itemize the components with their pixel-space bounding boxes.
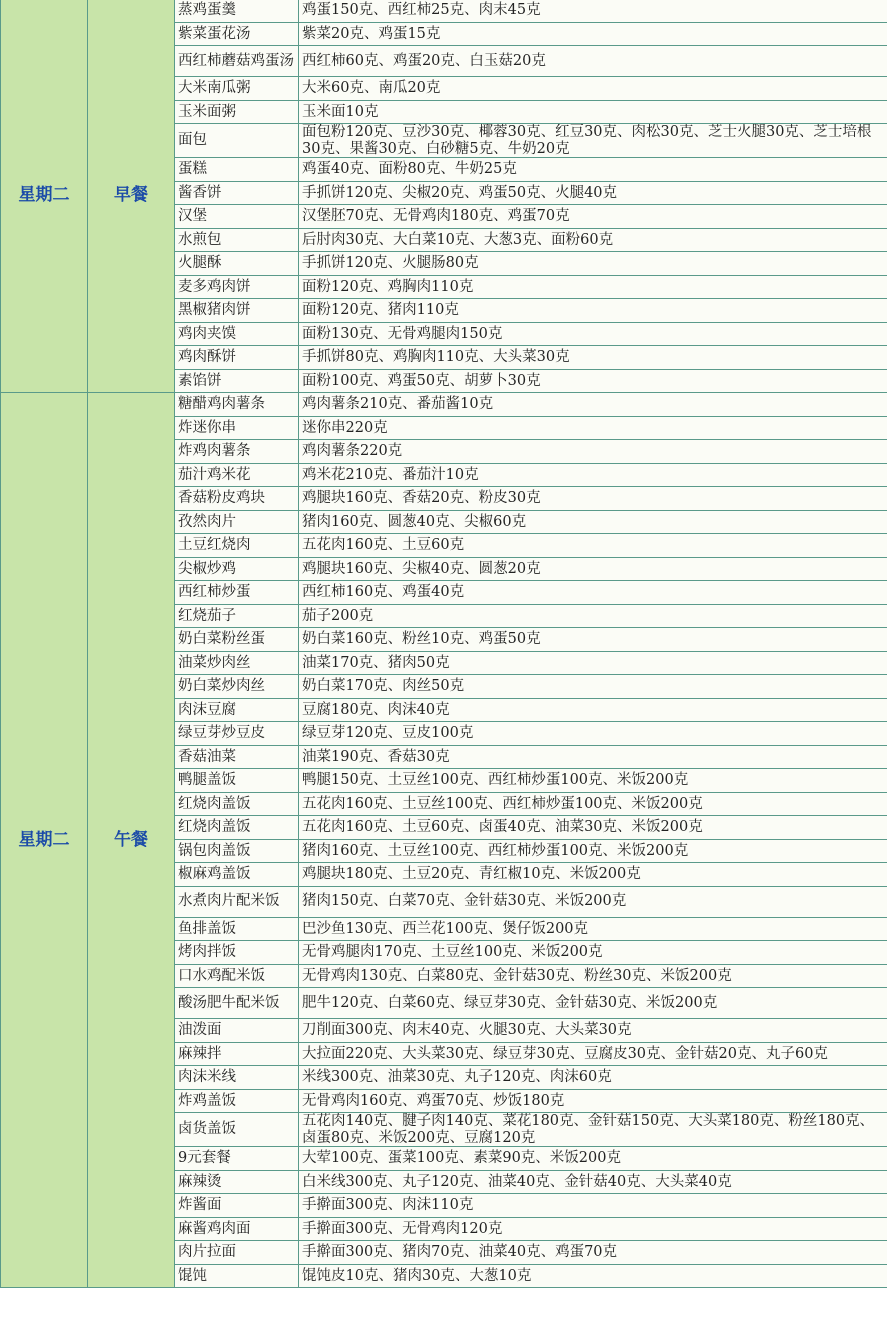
dish-ingredients: 玉米面10克	[299, 100, 887, 124]
dish-name: 麻酱鸡肉面	[175, 1217, 299, 1241]
dish-name: 蛋糕	[175, 158, 299, 182]
dish-name: 奶白菜炒肉丝	[175, 675, 299, 699]
dish-ingredients: 奶白菜170克、肉丝50克	[299, 675, 887, 699]
dish-name: 肉片拉面	[175, 1241, 299, 1265]
dish-ingredients: 无骨鸡肉160克、鸡蛋70克、炒饭180克	[299, 1089, 887, 1113]
dish-ingredients: 鸡腿块160克、香菇20克、粉皮30克	[299, 487, 887, 511]
dish-ingredients: 鸡肉薯条220克	[299, 440, 887, 464]
dish-ingredients: 西红柿60克、鸡蛋20克、白玉菇20克	[299, 46, 887, 77]
dish-ingredients: 猪肉160克、圆葱40克、尖椒60克	[299, 510, 887, 534]
dish-name: 香菇粉皮鸡块	[175, 487, 299, 511]
dish-ingredients: 面粉130克、无骨鸡腿肉150克	[299, 322, 887, 346]
dish-ingredients: 鸡米花210克、番茄汁10克	[299, 463, 887, 487]
menu-row	[1, 0, 887, 22]
dish-ingredients: 手擀面300克、无骨鸡肉120克	[299, 1217, 887, 1241]
dish-name: 9元套餐	[175, 1147, 299, 1171]
dish-name: 红烧肉盖饭	[175, 816, 299, 840]
dish-name: 炸鸡盖饭	[175, 1089, 299, 1113]
menu-table-body	[1, 0, 887, 1288]
dish-name: 汉堡	[175, 205, 299, 229]
dish-ingredients: 面粉100克、鸡蛋50克、胡萝卜30克	[299, 369, 887, 393]
dish-name: 馄饨	[175, 1264, 299, 1288]
dish-ingredients: 无骨鸡肉130克、白菜80克、金针菇30克、粉丝30克、米饭200克	[299, 964, 887, 988]
dish-name: 绿豆芽炒豆皮	[175, 722, 299, 746]
dish-name: 卤货盖饭	[175, 1113, 299, 1147]
day-cell: 星期二	[1, 0, 88, 393]
dish-ingredients: 奶白菜160克、粉丝10克、鸡蛋50克	[299, 628, 887, 652]
dish-ingredients: 绿豆芽120克、豆皮100克	[299, 722, 887, 746]
dish-ingredients: 五花肉160克、土豆60克、卤蛋40克、油菜30克、米饭200克	[299, 816, 887, 840]
dish-name: 尖椒炒鸡	[175, 557, 299, 581]
dish-name: 火腿酥	[175, 252, 299, 276]
dish-name: 水煎包	[175, 228, 299, 252]
dish-ingredients: 紫菜20克、鸡蛋15克	[299, 22, 887, 46]
dish-name: 茄汁鸡米花	[175, 463, 299, 487]
dish-name: 肉沫豆腐	[175, 698, 299, 722]
dish-ingredients: 白米线300克、丸子120克、油菜40克、金针菇40克、大头菜40克	[299, 1170, 887, 1194]
dish-name: 酸汤肥牛配米饭	[175, 988, 299, 1019]
dish-name: 炸迷你串	[175, 416, 299, 440]
dish-name: 麻辣拌	[175, 1042, 299, 1066]
dish-ingredients: 巴沙鱼130克、西兰花100克、煲仔饭200克	[299, 917, 887, 941]
dish-ingredients: 面包粉120克、豆沙30克、椰蓉30克、红豆30克、肉松30克、芝士火腿30克、芝士培根30克、果酱30克、白砂糖5克、牛奶20克	[299, 124, 887, 158]
dish-name: 糖醋鸡肉薯条	[175, 393, 299, 417]
dish-ingredients: 手抓饼80克、鸡胸肉110克、大头菜30克	[299, 346, 887, 370]
dish-ingredients: 大荤100克、蛋菜100克、素菜90克、米饭200克	[299, 1147, 887, 1171]
dish-name: 黑椒猪肉饼	[175, 299, 299, 323]
dish-name: 酱香饼	[175, 181, 299, 205]
dish-name: 红烧茄子	[175, 604, 299, 628]
day-cell: 星期二	[1, 393, 88, 1288]
dish-ingredients: 油菜170克、猪肉50克	[299, 651, 887, 675]
dish-name: 椒麻鸡盖饭	[175, 863, 299, 887]
dish-name: 口水鸡配米饭	[175, 964, 299, 988]
dish-ingredients: 馄饨皮10克、猪肉30克、大葱10克	[299, 1264, 887, 1288]
dish-ingredients: 手抓饼120克、尖椒20克、鸡蛋50克、火腿40克	[299, 181, 887, 205]
dish-name: 土豆红烧肉	[175, 534, 299, 558]
dish-ingredients: 鸡腿块160克、尖椒40克、圆葱20克	[299, 557, 887, 581]
dish-name: 烤肉拌饭	[175, 941, 299, 965]
dish-ingredients: 汉堡胚70克、无骨鸡肉180克、鸡蛋70克	[299, 205, 887, 229]
dish-name: 奶白菜粉丝蛋	[175, 628, 299, 652]
dish-ingredients: 茄子200克	[299, 604, 887, 628]
dish-ingredients: 鸡腿块180克、土豆20克、青红椒10克、米饭200克	[299, 863, 887, 887]
dish-ingredients: 迷你串220克	[299, 416, 887, 440]
dish-name: 素馅饼	[175, 369, 299, 393]
dish-name: 西红柿炒蛋	[175, 581, 299, 605]
dish-ingredients: 大拉面220克、大头菜30克、绿豆芽30克、豆腐皮30克、金针菇20克、丸子60克	[299, 1042, 887, 1066]
dish-name: 水煮肉片配米饭	[175, 886, 299, 917]
dish-name: 麻辣烫	[175, 1170, 299, 1194]
meal-cell: 午餐	[88, 393, 175, 1288]
dish-ingredients: 鸭腿150克、土豆丝100克、西红柿炒蛋100克、米饭200克	[299, 769, 887, 793]
dish-ingredients: 五花肉140克、腱子肉140克、菜花180克、金针菇150克、大头菜180克、粉丝180克、卤蛋80克、米饭200克、豆腐120克	[299, 1113, 887, 1147]
dish-ingredients: 米线300克、油菜30克、丸子120克、肉沫60克	[299, 1066, 887, 1090]
dish-name: 西红柿蘑菇鸡蛋汤	[175, 46, 299, 77]
dish-name: 油菜炒肉丝	[175, 651, 299, 675]
dish-name: 肉沫米线	[175, 1066, 299, 1090]
dish-ingredients: 后肘肉30克、大白菜10克、大葱3克、面粉60克	[299, 228, 887, 252]
dish-ingredients: 肥牛120克、白菜60克、绿豆芽30克、金针菇30克、米饭200克	[299, 988, 887, 1019]
dish-ingredients: 面粉120克、鸡胸肉110克	[299, 275, 887, 299]
dish-name: 紫菜蛋花汤	[175, 22, 299, 46]
dish-name: 炸鸡肉薯条	[175, 440, 299, 464]
dish-ingredients: 手擀面300克、猪肉70克、油菜40克、鸡蛋70克	[299, 1241, 887, 1265]
dish-ingredients: 手抓饼120克、火腿肠80克	[299, 252, 887, 276]
dish-ingredients: 无骨鸡腿肉170克、土豆丝100克、米饭200克	[299, 941, 887, 965]
dish-ingredients: 油菜190克、香菇30克	[299, 745, 887, 769]
dish-name: 鱼排盖饭	[175, 917, 299, 941]
dish-name: 油泼面	[175, 1019, 299, 1043]
dish-ingredients: 鸡蛋150克、西红柿25克、肉末45克	[299, 0, 887, 22]
menu-row	[1, 393, 887, 417]
dish-name: 红烧肉盖饭	[175, 792, 299, 816]
dish-ingredients: 手擀面300克、肉沫110克	[299, 1194, 887, 1218]
dish-name: 炸酱面	[175, 1194, 299, 1218]
dish-name: 孜然肉片	[175, 510, 299, 534]
dish-name: 玉米面粥	[175, 100, 299, 124]
dish-name: 鸭腿盖饭	[175, 769, 299, 793]
dish-ingredients: 面粉120克、猪肉110克	[299, 299, 887, 323]
dish-ingredients: 五花肉160克、土豆丝100克、西红柿炒蛋100克、米饭200克	[299, 792, 887, 816]
dish-ingredients: 大米60克、南瓜20克	[299, 77, 887, 101]
meal-cell: 早餐	[88, 0, 175, 393]
dish-name: 锅包肉盖饭	[175, 839, 299, 863]
dish-name: 蒸鸡蛋羹	[175, 0, 299, 22]
dish-name: 香菇油菜	[175, 745, 299, 769]
dish-ingredients: 鸡肉薯条210克、番茄酱10克	[299, 393, 887, 417]
dish-ingredients: 五花肉160克、土豆60克	[299, 534, 887, 558]
dish-ingredients: 豆腐180克、肉沫40克	[299, 698, 887, 722]
dish-name: 面包	[175, 124, 299, 158]
dish-ingredients: 西红柿160克、鸡蛋40克	[299, 581, 887, 605]
dish-name: 鸡肉酥饼	[175, 346, 299, 370]
dish-ingredients: 猪肉150克、白菜70克、金针菇30克、米饭200克	[299, 886, 887, 917]
dish-name: 鸡肉夹馍	[175, 322, 299, 346]
dish-ingredients: 刀削面300克、肉末40克、火腿30克、大头菜30克	[299, 1019, 887, 1043]
dish-ingredients: 猪肉160克、土豆丝100克、西红柿炒蛋100克、米饭200克	[299, 839, 887, 863]
dish-name: 大米南瓜粥	[175, 77, 299, 101]
dish-name: 麦多鸡肉饼	[175, 275, 299, 299]
dish-ingredients: 鸡蛋40克、面粉80克、牛奶25克	[299, 158, 887, 182]
